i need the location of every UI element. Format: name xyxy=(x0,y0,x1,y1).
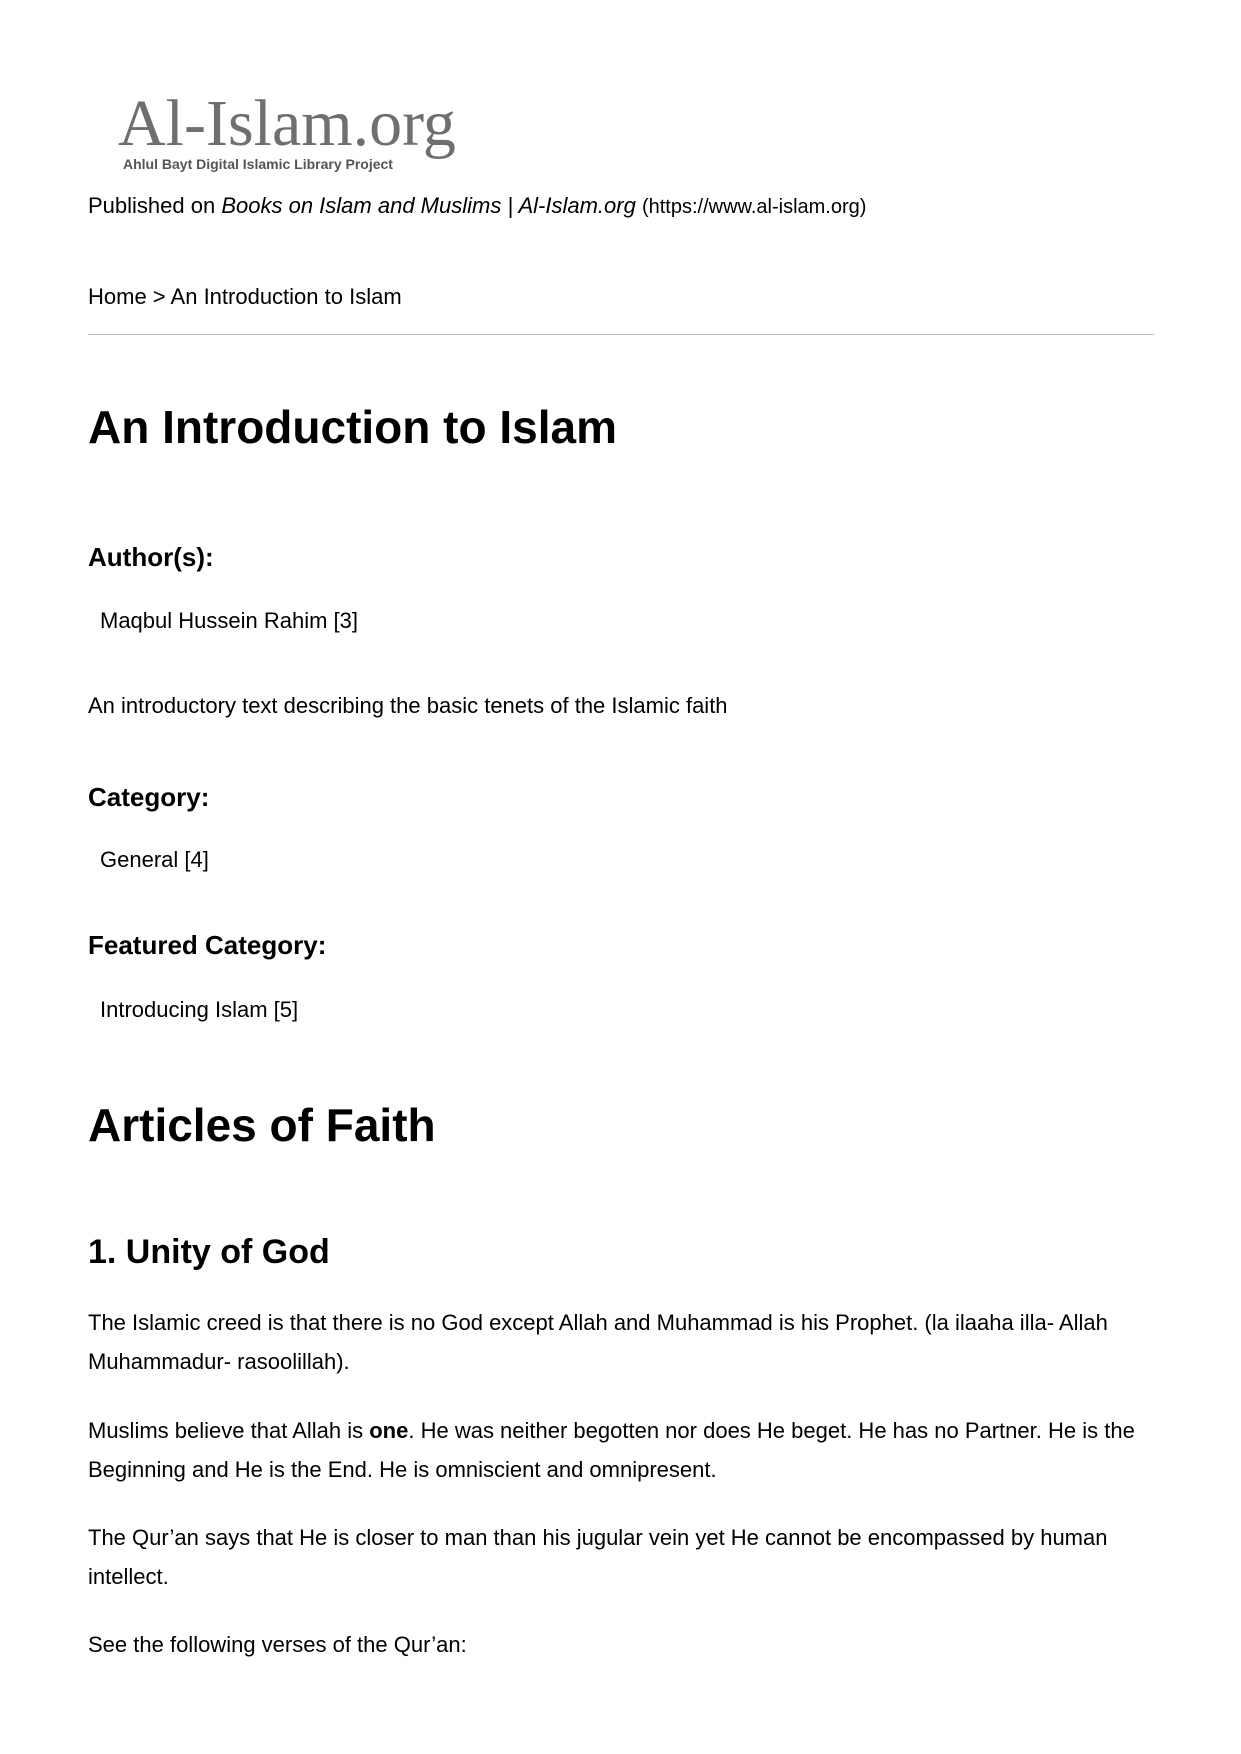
subsection-title: 1. Unity of God xyxy=(88,1233,330,1271)
breadcrumb xyxy=(88,284,402,310)
breadcrumb-home[interactable]: Home xyxy=(88,284,147,309)
published-url[interactable]: (https://www.al-islam.org) xyxy=(641,196,867,218)
published-line xyxy=(88,193,866,220)
category-label: Category: xyxy=(88,782,210,812)
book-description: An introductory text describing the basic tenets of the Islamic faith xyxy=(88,693,728,718)
paragraph-oneness xyxy=(88,1411,1158,1489)
site-logo[interactable] xyxy=(118,87,478,182)
section-title: Articles of Faith xyxy=(88,1099,436,1151)
featured-category-link[interactable]: Introducing Islam [5] xyxy=(100,997,299,1022)
authors-label: Author(s): xyxy=(88,542,214,572)
author-link[interactable]: Maqbul Hussein Rahim [3] xyxy=(100,608,359,633)
logo-tagline: Ahlul Bayt Digital Islamic Library Project xyxy=(123,156,393,172)
page-title: An Introduction to Islam xyxy=(88,401,617,453)
published-site-name: Books on Islam and Muslims | Al-Islam.org xyxy=(221,193,636,218)
paragraph-jugular-vein: The Qur’an says that He is closer to man than his jugular vein yet He cannot be encompassed by human intellect. xyxy=(88,1525,1108,1589)
category-link[interactable]: General [4] xyxy=(100,847,209,872)
breadcrumb-current: An Introduction to Islam xyxy=(170,284,402,309)
logo-wordmark: Al-Islam.org xyxy=(118,87,456,160)
paragraph-oneness-end: . He was neither begotten nor does He beget. He has no Partner. He is the Beginning and He is the End. He is omniscient and omnipresent. xyxy=(88,1418,1135,1482)
featured-category-label: Featured Category: xyxy=(88,930,327,960)
published-prefix: Published on xyxy=(88,193,222,218)
paragraph-verses-intro: See the following verses of the Qur’an: xyxy=(88,1632,467,1657)
header-divider xyxy=(88,334,1154,335)
paragraph-creed: The Islamic creed is that there is no God except Allah and Muhammad is his Prophet. (la ilaaha illa- Allah Muhammadur- rasoolillah). xyxy=(88,1310,1108,1374)
paragraph-oneness-bold: one xyxy=(369,1418,409,1443)
paragraph-oneness-start: Muslims believe that Allah is xyxy=(88,1418,370,1443)
breadcrumb-separator: > xyxy=(146,284,171,309)
